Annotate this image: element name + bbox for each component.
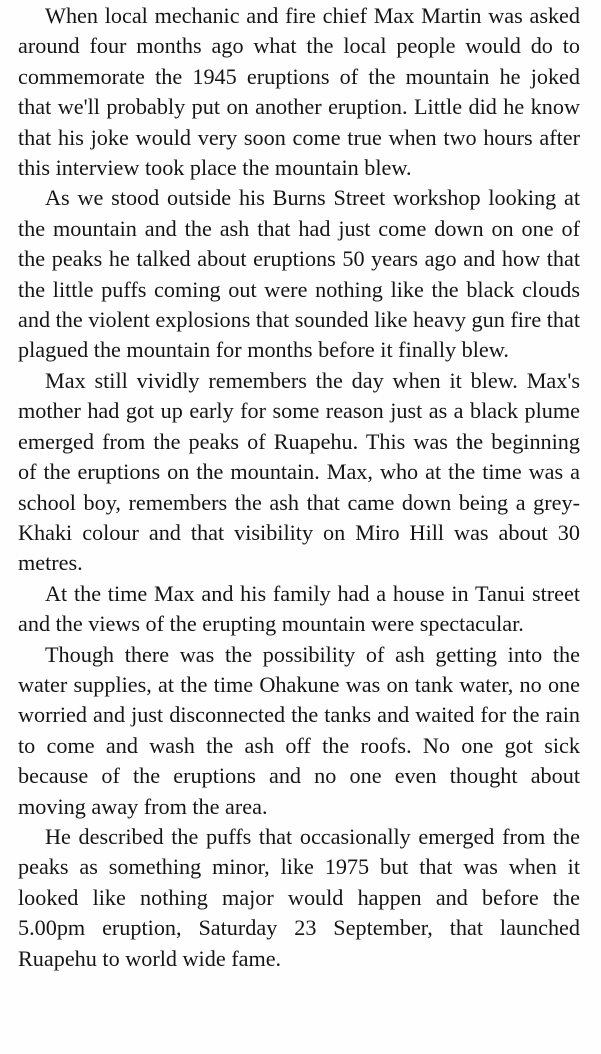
paragraph-3: Max still vividly remembers the day when it blew. Max's mother had got up early for some reason just as a black plume emerged from the peaks of Ruapehu. This was the beginning of the eruptions on the mountain. Max, who at the time was a school boy, remembers the ash that came down being a grey-Khaki colour and that visibility on Miro Hill was about 30 metres. bbox=[18, 367, 580, 576]
paragraph-1: When local mechanic and fire chief Max Martin was asked around four months ago what the local people would do to commemorate the 1945 eruptions of the mountain he joked that we'll probably put on another eruption. Little did he know that his joke would very soon come true when two hours after this interview took place the mountain blew. bbox=[18, 3, 580, 181]
paragraph-2: As we stood outside his Burns Street workshop looking at the mountain and the ash that had just come down on one of the peaks he talked about eruptions 50 years ago and how that the little puffs coming out were nothing like the black clouds and the violent explosions that sounded like heavy gun fire that plagued the mountain for months before it finally blew. bbox=[18, 185, 580, 363]
paragraph-4: At the time Max and his family had a house in Tanui street and the views of the erupting mountain were spectacular. bbox=[18, 580, 580, 637]
paragraph-5: Though there was the possibility of ash getting into the water supplies, at the time Ohakune was on tank water, no one worried and just disconnected the tanks and waited for the rain to come and wash the ash off the roofs. No one got sick because of the eruptions and no one even thought about moving away from the area. bbox=[18, 641, 580, 819]
paragraph-6: He described the puffs that occasionally emerged from the peaks as something minor, like 1975 but that was when it looked like nothing major would happen and before the 5.00pm eruption, Saturday 23 September, that launched Ruapehu to world wide fame. bbox=[18, 823, 580, 971]
article-body bbox=[18, 1, 580, 974]
